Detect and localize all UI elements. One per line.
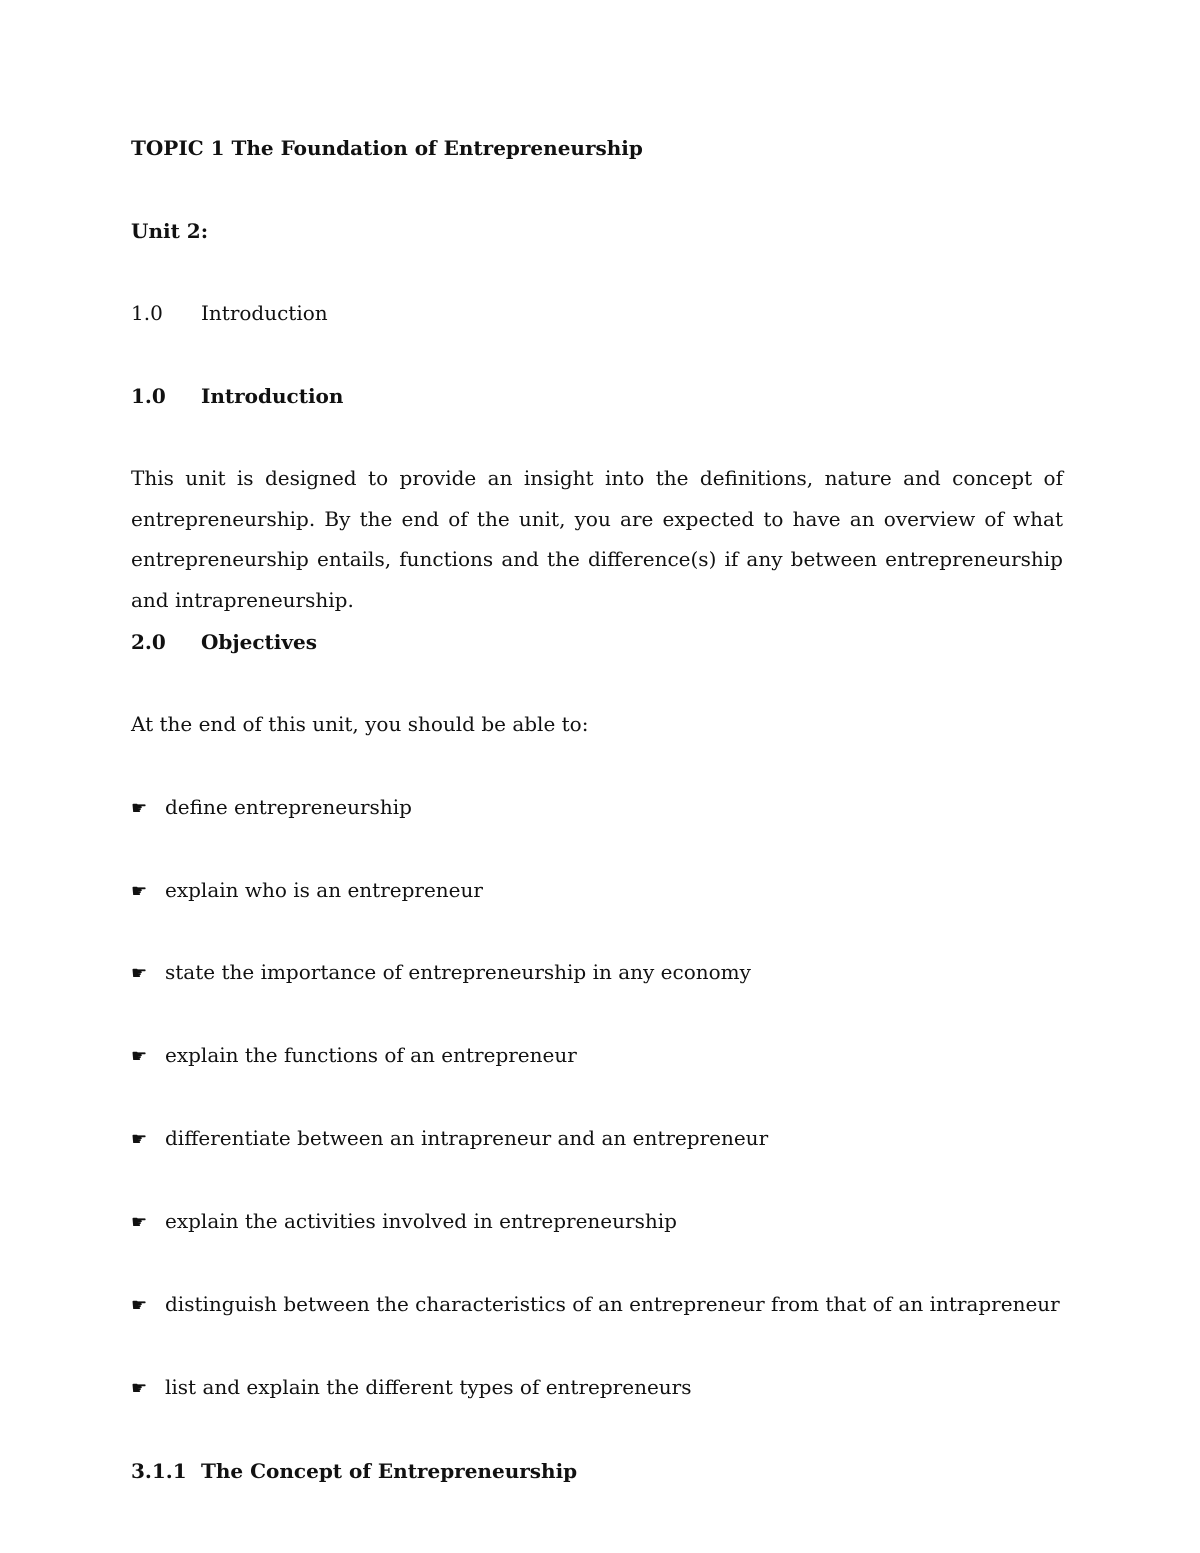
objective-item [131,1292,1060,1318]
hand-pointing-icon: ☛ [131,1129,148,1150]
intro-paragraph: This unit is designed to provide an insight into the definitions, nature and concept of entrepreneurship. By the end of the unit, you are expected to have an overview of what entrepreneurship entails, functions and the difference(s) if any between entrepreneurship and intrapreneurship. [131,466,1063,612]
toc-entry-label: Introduction [201,301,328,325]
objectives-heading [131,630,317,654]
objective-text: explain the functions of an entrepreneur [165,1043,577,1067]
concept-heading-label: The Concept of Entrepreneurship [201,1459,578,1483]
concept-heading-number: 3.1.1 [131,1459,187,1483]
objective-item [131,1375,691,1401]
objectives-heading-label: Objectives [201,630,317,654]
objective-item [131,878,483,904]
intro-heading-number: 1.0 [131,384,166,408]
hand-pointing-icon: ☛ [131,1046,148,1067]
objective-text: explain the activities involved in entrepreneurship [165,1209,677,1233]
objective-text: distinguish between the characteristics of an entrepreneur from that of an intrapreneur [165,1292,1060,1316]
toc-entry [131,301,328,325]
objectives-heading-number: 2.0 [131,630,166,654]
objective-text: list and explain the different types of entrepreneurs [165,1375,692,1399]
intro-heading-label: Introduction [201,384,344,408]
hand-pointing-icon: ☛ [131,798,148,819]
objective-item [131,960,751,986]
objective-text: define entrepreneurship [165,795,412,819]
objective-text: differentiate between an intrapreneur and an entrepreneur [165,1126,769,1150]
concept-heading [131,1459,577,1483]
hand-pointing-icon: ☛ [131,881,148,902]
unit-label: Unit 2: [131,219,209,243]
toc-entry-number: 1.0 [131,301,163,325]
hand-pointing-icon: ☛ [131,1295,148,1316]
objective-item [131,1126,768,1152]
objective-item [131,795,412,821]
objective-text: explain who is an entrepreneur [165,878,483,902]
hand-pointing-icon: ☛ [131,1212,148,1233]
objective-text: state the importance of entrepreneurship in any economy [165,960,751,984]
topic-title: TOPIC 1 The Foundation of Entrepreneurship [131,136,643,160]
hand-pointing-icon: ☛ [131,963,148,984]
hand-pointing-icon: ☛ [131,1378,148,1399]
intro-heading [131,384,343,408]
objectives-lead: At the end of this unit, you should be able to: [131,712,589,736]
objective-item [131,1209,677,1235]
objective-item [131,1043,577,1069]
